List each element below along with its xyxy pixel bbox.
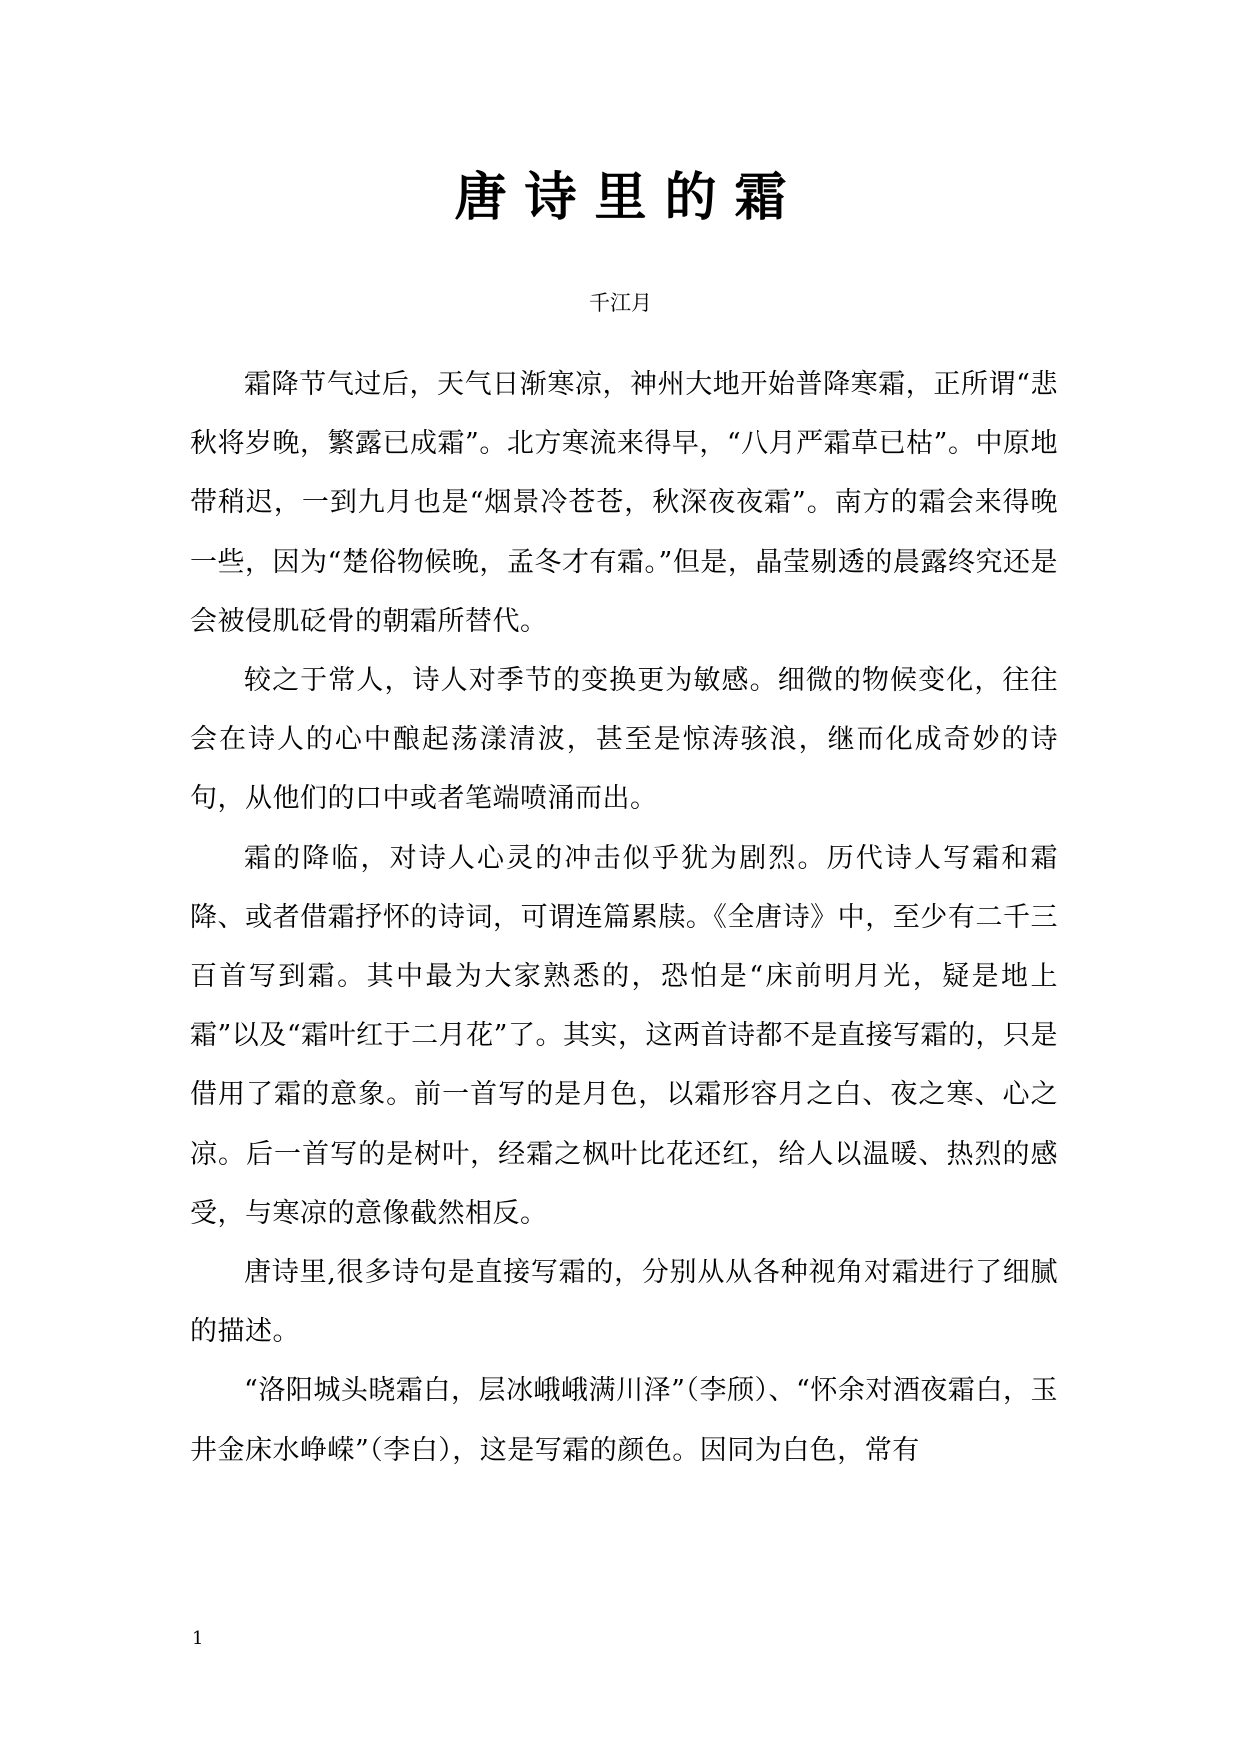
- paragraph: 较之于常人，诗人对季节的变换更为敏感。细微的物候变化，往往会在诗人的心中酿起荡漾清波，甚至是惊涛骇浪，继而化成奇妙的诗句，从他们的口中或者笔端喷涌而出。: [190, 665, 1058, 815]
- paragraph: 唐诗里,很多诗句是直接写霜的，分别从从各种视角对霜进行了细腻的描述。: [190, 1257, 1058, 1348]
- paragraph: “洛阳城头晓霜白，层冰峨峨满川泽”（李颀）、“怀余对酒夜霜白，玉井金床水峥嵘”（李白），这是写霜的颜色。因同为白色，常有: [190, 1375, 1058, 1466]
- document-body: [190, 355, 1058, 1480]
- paragraph: 霜的降临，对诗人心灵的冲击似乎犹为剧烈。历代诗人写霜和霜降、或者借霜抒怀的诗词，可谓连篇累牍。《全唐诗》中，至少有二千三百首写到霜。其中最为大家熟悉的，恐怕是“床前明月光，疑是地上霜”以及“霜叶红于二月花”了。其实，这两首诗都不是直接写霜的，只是借用了霜的意象。前一首写的是月色，以霜形容月之白、夜之寒、心之凉。后一首写的是树叶，经霜之枫叶比花还红，给人以温暖、热烈的感受，与寒凉的意像截然相反。: [190, 842, 1058, 1229]
- author-name: 千江月: [589, 291, 652, 315]
- page-number: 1: [192, 1628, 204, 1649]
- document-title: 唐诗里的霜: [454, 168, 805, 228]
- paragraph: 霜降节气过后，天气日渐寒凉，神州大地开始普降寒霜，正所谓“悲秋将岁晚，繁露已成霜”。北方寒流来得早，“八月严霜草已枯”。中原地带稍迟，一到九月也是“烟景冷苍苍，秋深夜夜霜”。南方的霜会来得晚一些，因为“楚俗物候晚，孟冬才有霜。”但是，晶莹剔透的晨露终究还是会被侵肌砭骨的朝霜所替代。: [190, 369, 1058, 637]
